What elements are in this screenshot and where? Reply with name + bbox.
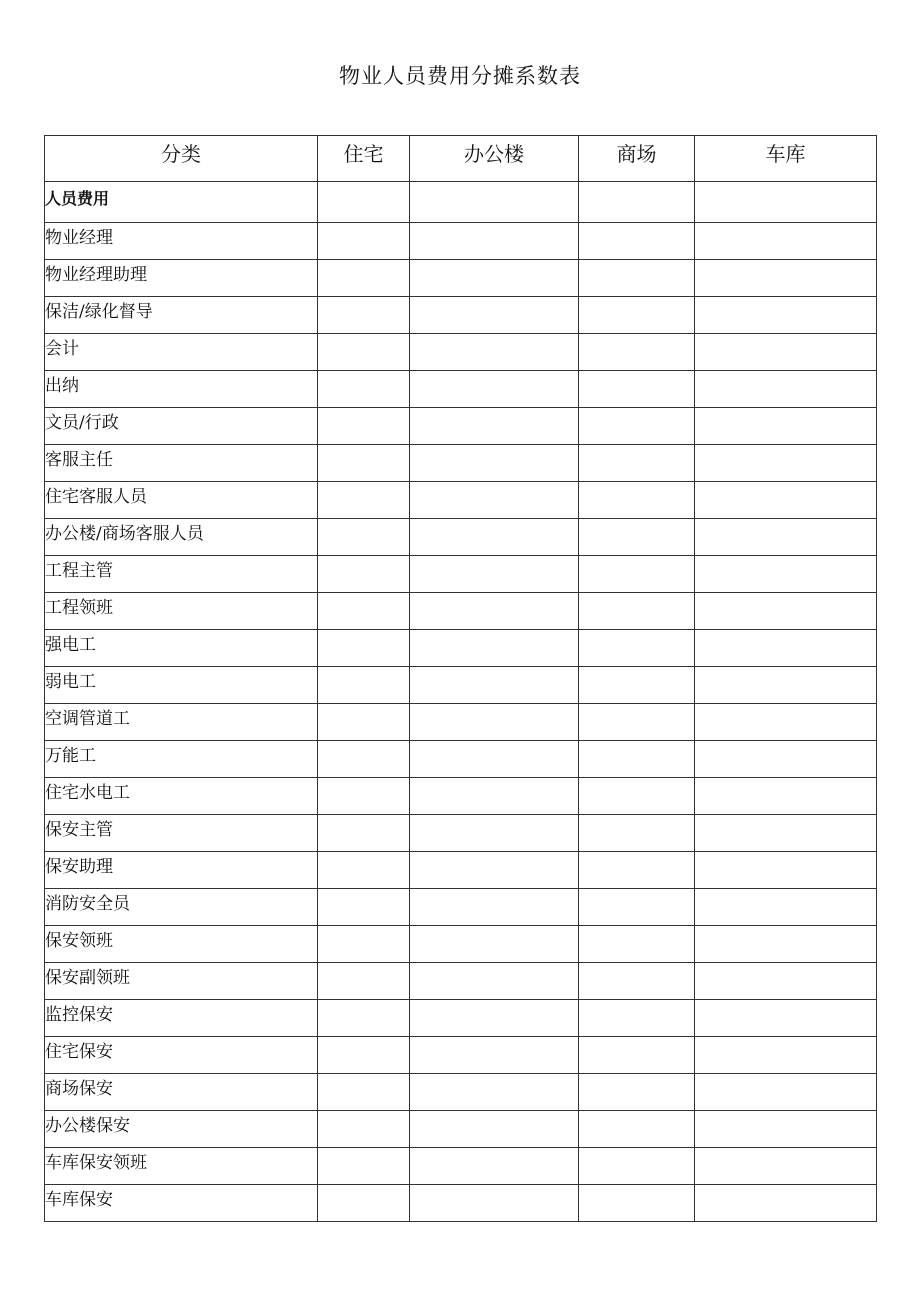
value-cell-residential — [318, 741, 410, 778]
value-cell-residential — [318, 297, 410, 334]
table-row — [45, 519, 877, 556]
value-cell-garage — [695, 1000, 877, 1037]
row-label-cell: 弱电工 — [45, 667, 318, 704]
value-cell-mall — [579, 852, 695, 889]
row-label-cell: 万能工 — [45, 741, 318, 778]
value-cell-residential — [318, 1185, 410, 1222]
value-cell-office — [410, 1185, 579, 1222]
row-label-cell: 物业经理助理 — [45, 260, 318, 297]
value-cell-office — [410, 482, 579, 519]
table-row — [45, 630, 877, 667]
value-cell-garage — [695, 963, 877, 1000]
value-cell-residential — [318, 519, 410, 556]
table-row — [45, 223, 877, 260]
row-label-cell: 住宅客服人员 — [45, 482, 318, 519]
value-cell-residential — [318, 482, 410, 519]
header-garage: 车库 — [695, 136, 877, 182]
value-cell-office — [410, 1074, 579, 1111]
value-cell-garage — [695, 704, 877, 741]
row-label-cell: 物业经理 — [45, 223, 318, 260]
value-cell-mall — [579, 182, 695, 223]
row-label-cell: 保安领班 — [45, 926, 318, 963]
header-office: 办公楼 — [410, 136, 579, 182]
table-row — [45, 741, 877, 778]
value-cell-office — [410, 371, 579, 408]
value-cell-mall — [579, 704, 695, 741]
value-cell-garage — [695, 182, 877, 223]
value-cell-residential — [318, 182, 410, 223]
row-label-cell: 空调管道工 — [45, 704, 318, 741]
row-label-cell: 消防安全员 — [45, 889, 318, 926]
value-cell-garage — [695, 556, 877, 593]
value-cell-garage — [695, 593, 877, 630]
value-cell-office — [410, 260, 579, 297]
header-residential: 住宅 — [318, 136, 410, 182]
table-row — [45, 297, 877, 334]
value-cell-office — [410, 223, 579, 260]
value-cell-mall — [579, 297, 695, 334]
value-cell-garage — [695, 1074, 877, 1111]
table-row — [45, 593, 877, 630]
value-cell-mall — [579, 667, 695, 704]
value-cell-office — [410, 445, 579, 482]
value-cell-mall — [579, 519, 695, 556]
value-cell-office — [410, 815, 579, 852]
value-cell-office — [410, 408, 579, 445]
table-row — [45, 408, 877, 445]
value-cell-office — [410, 519, 579, 556]
row-label-cell: 工程主管 — [45, 556, 318, 593]
value-cell-garage — [695, 630, 877, 667]
table-row — [45, 815, 877, 852]
value-cell-office — [410, 1148, 579, 1185]
table-row — [45, 704, 877, 741]
value-cell-garage — [695, 223, 877, 260]
value-cell-garage — [695, 371, 877, 408]
value-cell-garage — [695, 297, 877, 334]
value-cell-mall — [579, 334, 695, 371]
value-cell-residential — [318, 1000, 410, 1037]
value-cell-residential — [318, 889, 410, 926]
value-cell-mall — [579, 445, 695, 482]
value-cell-office — [410, 889, 579, 926]
row-label-cell: 车库保安 — [45, 1185, 318, 1222]
value-cell-office — [410, 297, 579, 334]
table-row — [45, 556, 877, 593]
value-cell-office — [410, 1111, 579, 1148]
document-title: 物业人员费用分摊系数表 — [339, 64, 581, 88]
row-label-cell: 保安副领班 — [45, 963, 318, 1000]
row-label-cell: 保安主管 — [45, 815, 318, 852]
value-cell-garage — [695, 408, 877, 445]
value-cell-mall — [579, 1037, 695, 1074]
value-cell-office — [410, 741, 579, 778]
section-heading-cell: 人员费用 — [45, 182, 318, 223]
value-cell-residential — [318, 815, 410, 852]
value-cell-office — [410, 593, 579, 630]
value-cell-residential — [318, 593, 410, 630]
value-cell-office — [410, 926, 579, 963]
value-cell-office — [410, 1037, 579, 1074]
row-label-cell: 工程领班 — [45, 593, 318, 630]
row-label-cell: 商场保安 — [45, 1074, 318, 1111]
value-cell-garage — [695, 1148, 877, 1185]
row-label-cell: 车库保安领班 — [45, 1148, 318, 1185]
value-cell-residential — [318, 963, 410, 1000]
value-cell-mall — [579, 1000, 695, 1037]
value-cell-mall — [579, 482, 695, 519]
value-cell-garage — [695, 926, 877, 963]
row-label-cell: 监控保安 — [45, 1000, 318, 1037]
value-cell-office — [410, 182, 579, 223]
value-cell-office — [410, 852, 579, 889]
value-cell-office — [410, 704, 579, 741]
value-cell-garage — [695, 1111, 877, 1148]
value-cell-mall — [579, 741, 695, 778]
value-cell-garage — [695, 1185, 877, 1222]
row-label-cell: 办公楼保安 — [45, 1111, 318, 1148]
value-cell-garage — [695, 519, 877, 556]
value-cell-mall — [579, 556, 695, 593]
table-row — [45, 889, 877, 926]
value-cell-residential — [318, 1148, 410, 1185]
row-label-cell: 文员/行政 — [45, 408, 318, 445]
value-cell-garage — [695, 778, 877, 815]
value-cell-garage — [695, 889, 877, 926]
value-cell-mall — [579, 815, 695, 852]
value-cell-garage — [695, 667, 877, 704]
value-cell-mall — [579, 1148, 695, 1185]
value-cell-office — [410, 1000, 579, 1037]
table-row — [45, 926, 877, 963]
value-cell-mall — [579, 1074, 695, 1111]
value-cell-residential — [318, 852, 410, 889]
value-cell-garage — [695, 852, 877, 889]
value-cell-residential — [318, 223, 410, 260]
row-label-cell: 保安助理 — [45, 852, 318, 889]
table-row — [45, 667, 877, 704]
value-cell-mall — [579, 630, 695, 667]
table-row — [45, 963, 877, 1000]
table-body — [45, 182, 877, 1222]
value-cell-garage — [695, 445, 877, 482]
row-label-cell: 住宅保安 — [45, 1037, 318, 1074]
value-cell-residential — [318, 667, 410, 704]
value-cell-mall — [579, 371, 695, 408]
row-label-cell: 强电工 — [45, 630, 318, 667]
value-cell-mall — [579, 408, 695, 445]
value-cell-residential — [318, 1111, 410, 1148]
value-cell-mall — [579, 926, 695, 963]
value-cell-residential — [318, 1037, 410, 1074]
value-cell-residential — [318, 334, 410, 371]
value-cell-office — [410, 667, 579, 704]
row-label-cell: 办公楼/商场客服人员 — [45, 519, 318, 556]
table-row — [45, 182, 877, 223]
value-cell-office — [410, 334, 579, 371]
table-row — [45, 334, 877, 371]
value-cell-mall — [579, 593, 695, 630]
value-cell-residential — [318, 704, 410, 741]
header-row — [45, 136, 877, 182]
table-row — [45, 445, 877, 482]
value-cell-office — [410, 630, 579, 667]
value-cell-mall — [579, 889, 695, 926]
value-cell-mall — [579, 223, 695, 260]
value-cell-mall — [579, 1111, 695, 1148]
table-row — [45, 260, 877, 297]
table-row — [45, 1037, 877, 1074]
table-row — [45, 371, 877, 408]
row-label-cell: 出纳 — [45, 371, 318, 408]
value-cell-mall — [579, 1185, 695, 1222]
value-cell-garage — [695, 1037, 877, 1074]
value-cell-residential — [318, 371, 410, 408]
value-cell-garage — [695, 482, 877, 519]
row-label-cell: 客服主任 — [45, 445, 318, 482]
value-cell-residential — [318, 630, 410, 667]
cost-allocation-table — [44, 135, 877, 1222]
header-mall: 商场 — [579, 136, 695, 182]
value-cell-office — [410, 778, 579, 815]
value-cell-residential — [318, 408, 410, 445]
table-row — [45, 1148, 877, 1185]
row-label-cell: 会计 — [45, 334, 318, 371]
table-row — [45, 778, 877, 815]
table-row — [45, 1000, 877, 1037]
value-cell-residential — [318, 556, 410, 593]
value-cell-garage — [695, 260, 877, 297]
header-category: 分类 — [45, 136, 318, 182]
table-row — [45, 852, 877, 889]
value-cell-residential — [318, 926, 410, 963]
row-label-cell: 保洁/绿化督导 — [45, 297, 318, 334]
value-cell-residential — [318, 778, 410, 815]
table-row — [45, 1185, 877, 1222]
value-cell-garage — [695, 334, 877, 371]
value-cell-office — [410, 556, 579, 593]
value-cell-residential — [318, 260, 410, 297]
value-cell-office — [410, 963, 579, 1000]
table-row — [45, 1074, 877, 1111]
table-row — [45, 482, 877, 519]
value-cell-mall — [579, 963, 695, 1000]
value-cell-mall — [579, 260, 695, 297]
value-cell-garage — [695, 741, 877, 778]
table-row — [45, 1111, 877, 1148]
value-cell-mall — [579, 778, 695, 815]
value-cell-residential — [318, 1074, 410, 1111]
value-cell-garage — [695, 815, 877, 852]
row-label-cell: 住宅水电工 — [45, 778, 318, 815]
value-cell-residential — [318, 445, 410, 482]
